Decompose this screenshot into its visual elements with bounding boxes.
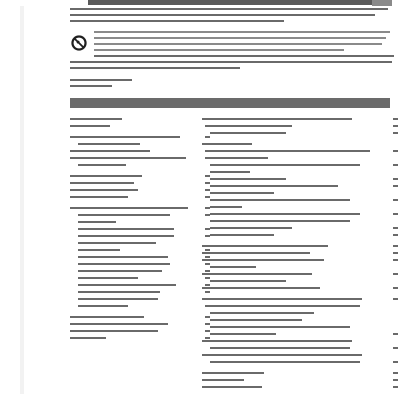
- toc-entry-text: [210, 234, 274, 236]
- note-line: [94, 49, 344, 51]
- toc-entry: [70, 180, 210, 186]
- toc-entry-text: [78, 284, 176, 286]
- toc-entry: [70, 296, 210, 302]
- toc-entry-text: [210, 220, 350, 222]
- note-line: [94, 55, 394, 57]
- toc-entry: [70, 116, 210, 122]
- toc-entry-text: [210, 132, 286, 134]
- toc-page-number: [393, 287, 398, 289]
- prohibited-symbol-icon: [70, 34, 88, 52]
- toc-entry: [202, 370, 398, 376]
- note-line: [94, 31, 390, 33]
- toc-header-bar: [70, 98, 390, 108]
- toc-entry-text: [202, 386, 262, 388]
- toc-entry: [202, 141, 398, 147]
- toc-entry-text: [202, 118, 352, 120]
- toc-entry: [70, 187, 210, 193]
- toc-entry-text: [210, 164, 360, 166]
- toc-entry-text: [78, 256, 168, 258]
- toc-entry: [70, 194, 210, 200]
- toc-entry-text: [210, 227, 292, 229]
- note-line: [70, 61, 392, 63]
- toc-entry-text: [78, 228, 174, 230]
- toc-entry: [202, 243, 398, 249]
- toc-entry: [202, 148, 398, 154]
- toc-page-number: [393, 273, 398, 275]
- toc-entry-text: [70, 136, 180, 138]
- intro-line: [70, 8, 388, 10]
- toc-entry-text: [210, 178, 286, 180]
- toc-page-number: [393, 164, 398, 166]
- toc-entry-text: [78, 221, 116, 223]
- toc-entry: [202, 338, 398, 344]
- toc-entry: [202, 155, 398, 161]
- toc-page-number: [393, 372, 398, 374]
- toc-entry-text: [202, 273, 312, 275]
- toc-page-number: [393, 227, 398, 229]
- toc-entry: [202, 176, 398, 182]
- toc-entry: [202, 345, 398, 351]
- toc-entry: [202, 377, 398, 383]
- toc-entry: [202, 303, 398, 309]
- toc-entry: [202, 169, 398, 175]
- toc-page-number: [393, 178, 398, 180]
- toc-entry-text: [202, 298, 362, 300]
- toc-entry-text: [202, 287, 320, 289]
- toc-entry: [202, 271, 398, 277]
- toc-entry-text: [70, 182, 134, 184]
- toc-entry: [70, 335, 210, 341]
- toc-entry-text: [78, 291, 160, 293]
- toc-entry: [202, 225, 398, 231]
- intro-line: [70, 14, 375, 16]
- toc-entry: [202, 250, 398, 256]
- toc-entry-text: [210, 192, 274, 194]
- toc-entry-text: [78, 249, 120, 251]
- toc-entry-text: [210, 171, 250, 173]
- toc-page-number: [393, 333, 398, 335]
- toc-entry-text: [70, 175, 142, 177]
- toc-page-number: [393, 185, 398, 187]
- toc-entry: [202, 296, 398, 302]
- page-margin-strip: [20, 6, 24, 394]
- toc-entry-text: [202, 354, 362, 356]
- toc-entry: [202, 278, 398, 284]
- toc-entry-text: [70, 330, 158, 332]
- toc-entry: [202, 232, 398, 238]
- toc-entry: [202, 264, 398, 270]
- note-line: [94, 37, 386, 39]
- toc-entry: [202, 130, 398, 136]
- toc-entry: [202, 310, 398, 316]
- toc-entry: [202, 352, 398, 358]
- toc-page-number: [393, 125, 398, 127]
- toc-entry-text: [202, 340, 352, 342]
- toc-entry: [70, 212, 210, 218]
- toc-entry-text: [202, 252, 310, 254]
- toc-page-number: [393, 213, 398, 215]
- toc-page-number: [393, 259, 398, 261]
- toc-right-column: [202, 116, 398, 391]
- toc-page-number: [393, 245, 398, 247]
- toc-entry: [70, 240, 210, 246]
- toc-entry-text: [78, 242, 156, 244]
- toc-entry: [70, 247, 210, 253]
- toc-entry: [70, 254, 210, 260]
- toc-entry-text: [210, 326, 350, 328]
- toc-entry: [70, 162, 210, 168]
- toc-entry: [70, 148, 210, 154]
- toc-page-number: [393, 118, 398, 120]
- toc-entry: [202, 384, 398, 390]
- toc-entry: [70, 173, 210, 179]
- toc-entry: [202, 204, 398, 210]
- toc-entry: [70, 282, 210, 288]
- toc-entry: [70, 275, 210, 281]
- toc-entry: [70, 219, 210, 225]
- toc-entry-text: [78, 235, 174, 237]
- toc-page-number: [393, 150, 398, 152]
- toc-entry: [70, 134, 210, 140]
- toc-entry: [70, 205, 210, 211]
- note-line: [94, 43, 382, 45]
- header-band: [88, 0, 383, 5]
- toc-entry: [202, 218, 398, 224]
- toc-entry: [202, 211, 398, 217]
- toc-page-number: [393, 199, 398, 201]
- toc-page-number: [393, 132, 398, 134]
- toc-entry-text: [210, 333, 276, 335]
- meta-line: [70, 79, 132, 81]
- toc-entry: [70, 233, 210, 239]
- toc-page-number: [393, 379, 398, 381]
- toc-page-number: [393, 361, 398, 363]
- toc-entry-text: [210, 199, 350, 201]
- intro-line: [70, 20, 284, 22]
- toc-entry: [70, 123, 210, 129]
- toc-entry-text: [210, 125, 292, 127]
- toc-entry-text: [202, 259, 324, 261]
- toc-entry-text: [210, 150, 370, 152]
- toc-page-number: [393, 298, 398, 300]
- toc-page-number: [393, 234, 398, 236]
- toc-entry: [70, 261, 210, 267]
- toc-entry-text: [210, 280, 286, 282]
- note-line: [70, 67, 240, 69]
- toc-entry-text: [202, 245, 328, 247]
- toc-entry-text: [70, 207, 188, 209]
- page-corner-tab: [372, 0, 392, 6]
- toc-entry-text: [78, 305, 128, 307]
- toc-entry-text: [70, 196, 128, 198]
- toc-entry: [70, 328, 210, 334]
- toc-entry-text: [70, 189, 138, 191]
- toc-entry: [202, 359, 398, 365]
- toc-entry: [202, 162, 398, 168]
- meta-line: [70, 85, 112, 87]
- toc-entry-text: [210, 206, 242, 208]
- toc-entry-text: [78, 277, 138, 279]
- toc-entry: [202, 257, 398, 263]
- toc-page-number: [393, 252, 398, 254]
- toc-entry: [202, 197, 398, 203]
- toc-entry: [70, 303, 210, 309]
- toc-entry-text: [70, 316, 144, 318]
- toc-entry: [70, 268, 210, 274]
- toc-entry: [70, 321, 210, 327]
- toc-entry: [202, 183, 398, 189]
- toc-entry: [70, 141, 210, 147]
- toc-entry: [202, 317, 398, 323]
- toc-entry-text: [210, 185, 338, 187]
- toc-page-number: [393, 347, 398, 349]
- toc-entry: [202, 123, 398, 129]
- toc-entry: [202, 331, 398, 337]
- toc-entry-text: [70, 118, 122, 120]
- toc-entry-text: [78, 143, 140, 145]
- toc-entry-text: [78, 263, 170, 265]
- toc-entry-text: [78, 298, 158, 300]
- toc-entry-text: [202, 143, 252, 145]
- toc-entry-text: [202, 379, 244, 381]
- toc-entry-text: [78, 164, 126, 166]
- toc-entry-text: [70, 323, 168, 325]
- toc-entry-text: [210, 347, 350, 349]
- toc-entry-text: [70, 337, 106, 339]
- toc-entry: [202, 116, 398, 122]
- toc-entry: [202, 285, 398, 291]
- toc-entry-text: [210, 312, 314, 314]
- toc-entry-text: [210, 319, 302, 321]
- toc-entry: [70, 314, 210, 320]
- toc-entry: [70, 289, 210, 295]
- toc-entry-text: [70, 150, 150, 152]
- toc-entry-text: [78, 270, 162, 272]
- toc-entry: [202, 324, 398, 330]
- toc-page-number: [393, 386, 398, 388]
- toc-entry: [70, 226, 210, 232]
- toc-entry-text: [70, 125, 110, 127]
- toc-entry-text: [202, 372, 264, 374]
- toc-entry-text: [210, 361, 360, 363]
- toc-entry: [202, 190, 398, 196]
- toc-entry: [70, 155, 210, 161]
- toc-left-column: [70, 116, 210, 342]
- toc-entry-text: [78, 214, 170, 216]
- toc-entry-text: [70, 157, 186, 159]
- toc-entry-text: [210, 305, 360, 307]
- toc-entry-text: [210, 157, 268, 159]
- toc-entry-text: [210, 266, 256, 268]
- toc-entry-text: [210, 213, 360, 215]
